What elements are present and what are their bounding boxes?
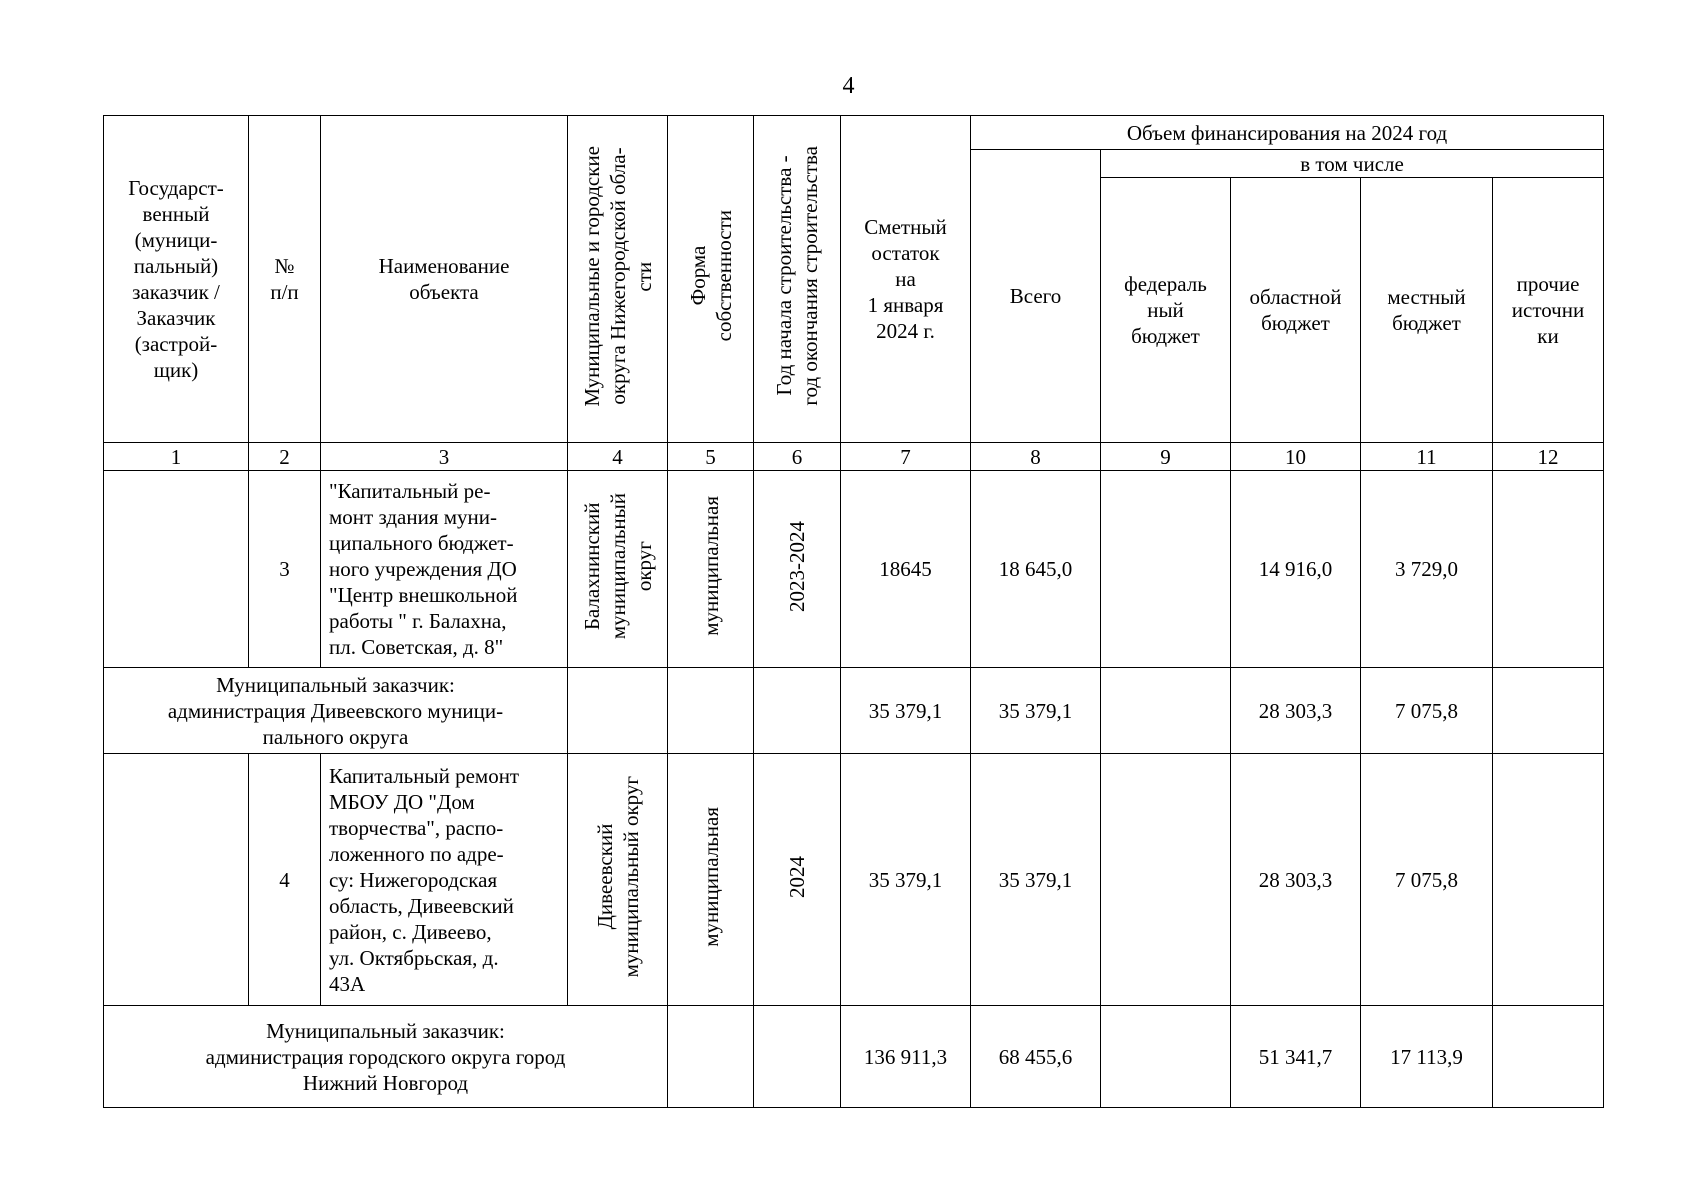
customer-cell	[104, 754, 249, 1006]
ownership	[668, 1006, 754, 1108]
column-number: 1	[104, 443, 249, 471]
subtotal-row	[104, 1006, 1604, 1108]
page-number: 4	[842, 73, 855, 99]
column-number: 11	[1361, 443, 1493, 471]
header-including: в том числе	[1101, 150, 1604, 178]
municipality: Балахнинский муниципальный округ	[568, 471, 668, 668]
federal-budget	[1101, 471, 1231, 668]
total: 35 379,1	[971, 754, 1101, 1006]
subtotal-label: Муниципальный заказчик: администрация Дивеевского муници- пального округа	[104, 668, 568, 754]
table-row	[104, 754, 1604, 1006]
years	[754, 1006, 841, 1108]
row-number: 4	[249, 754, 321, 1006]
column-number: 2	[249, 443, 321, 471]
other-sources	[1493, 668, 1604, 754]
years	[754, 668, 841, 754]
table-row	[104, 471, 1604, 668]
subtotal-label: Муниципальный заказчик: администрация городского округа город Нижний Новгород	[104, 1006, 668, 1108]
header-number: № п/п	[249, 116, 321, 443]
estimated-balance: 35 379,1	[841, 668, 971, 754]
column-number: 5	[668, 443, 754, 471]
header-estimated-balance: Сметный остаток на 1 января 2024 г.	[841, 116, 971, 443]
estimated-balance: 35 379,1	[841, 754, 971, 1006]
other-sources	[1493, 1006, 1604, 1108]
federal-budget	[1101, 1006, 1231, 1108]
column-number: 10	[1231, 443, 1361, 471]
column-numbers-row	[104, 443, 1604, 471]
total: 18 645,0	[971, 471, 1101, 668]
federal-budget	[1101, 668, 1231, 754]
column-number: 4	[568, 443, 668, 471]
header-years: Год начала строительства - год окончания строительства	[754, 116, 841, 443]
header-regional: областной бюджет	[1231, 178, 1361, 443]
ownership: муниципальная	[668, 754, 754, 1006]
header-funding-volume: Объем финансирования на 2024 год	[971, 116, 1604, 150]
local-budget: 17 113,9	[1361, 1006, 1493, 1108]
column-number: 8	[971, 443, 1101, 471]
total: 68 455,6	[971, 1006, 1101, 1108]
header-row-1	[104, 116, 1604, 150]
years: 2024	[754, 754, 841, 1006]
regional-budget: 14 916,0	[1231, 471, 1361, 668]
header-municipalities: Муниципальные и городские округа Нижегородской обла- сти	[568, 116, 668, 443]
customer-cell	[104, 471, 249, 668]
header-object-name: Наименование объекта	[321, 116, 568, 443]
header-total: Всего	[971, 150, 1101, 443]
municipality	[568, 668, 668, 754]
header-federal: федераль ный бюджет	[1101, 178, 1231, 443]
local-budget: 7 075,8	[1361, 754, 1493, 1006]
object-name: "Капитальный ре- монт здания муни- ципального бюджет- ного учреждения ДО "Центр внешкольной работы " г. Балахна, пл. Советская, д. 8"	[321, 471, 568, 668]
column-number: 12	[1493, 443, 1604, 471]
header-local: местный бюджет	[1361, 178, 1493, 443]
ownership	[668, 668, 754, 754]
regional-budget: 28 303,3	[1231, 668, 1361, 754]
financing-table	[103, 115, 1604, 1108]
other-sources	[1493, 471, 1604, 668]
column-number: 9	[1101, 443, 1231, 471]
years: 2023-2024	[754, 471, 841, 668]
column-number: 6	[754, 443, 841, 471]
ownership: муниципальная	[668, 471, 754, 668]
estimated-balance: 18645	[841, 471, 971, 668]
column-number: 7	[841, 443, 971, 471]
header-ownership: Форма собственности	[668, 116, 754, 443]
column-number: 3	[321, 443, 568, 471]
local-budget: 3 729,0	[1361, 471, 1493, 668]
regional-budget: 51 341,7	[1231, 1006, 1361, 1108]
header-other: прочие источни ки	[1493, 178, 1604, 443]
estimated-balance: 136 911,3	[841, 1006, 971, 1108]
subtotal-row	[104, 668, 1604, 754]
header-customer: Государст- венный (муници- пальный) заказчик / Заказчик (застрой- щик)	[104, 116, 249, 443]
other-sources	[1493, 754, 1604, 1006]
local-budget: 7 075,8	[1361, 668, 1493, 754]
federal-budget	[1101, 754, 1231, 1006]
total: 35 379,1	[971, 668, 1101, 754]
municipality: Дивеевский муниципальный округ	[568, 754, 668, 1006]
object-name: Капитальный ремонт МБОУ ДО "Дом творчества", распо- ложенного по адре- су: Нижегородская область, Дивеевский район, с. Дивеево, ул. Октябрьская, д. 43А	[321, 754, 568, 1006]
row-number: 3	[249, 471, 321, 668]
regional-budget: 28 303,3	[1231, 754, 1361, 1006]
